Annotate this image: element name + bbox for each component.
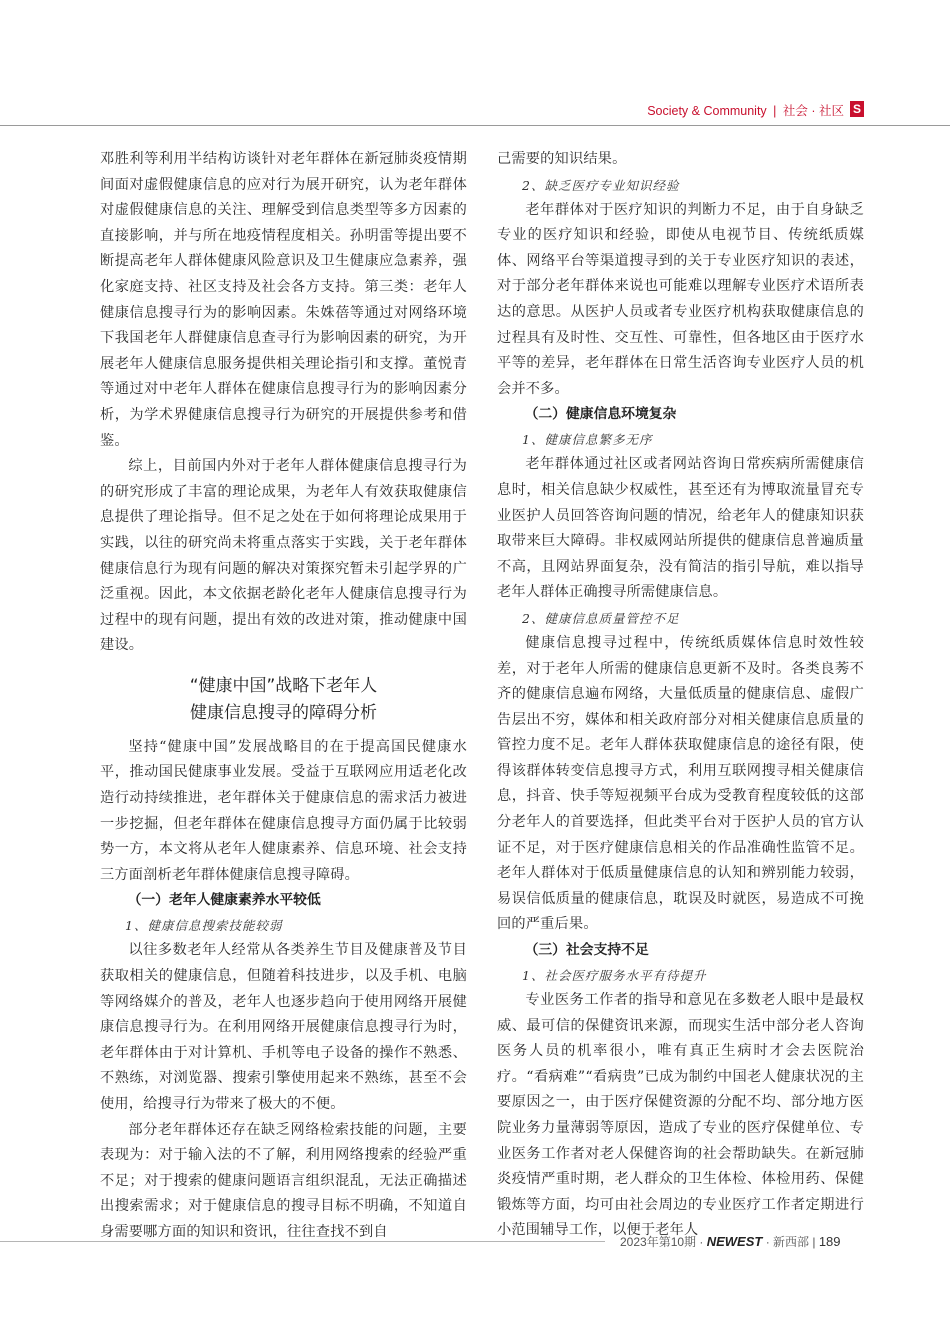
running-head-english: Society & Community	[647, 104, 767, 118]
paragraph: 邓胜利等利用半结构访谈针对老年群体在新冠肺炎疫情期间面对虚假健康信息的应对行为展开研究，认为老年群体对虚假健康信息的关注、理解受到信息类型等多方因素的直接影响，并与所在地疫情程度相关。孙明雷等提出要不断提高老年人群体健康风险意识及卫生健康应急素养，强化家庭支持、社区支持及社会各方支持。第三类：老年人健康信息搜寻行为的影响因素。朱姝蓓等通过对网络环境下我国老年人群健康信息查寻行为影响因素的研究，为开展老年人健康信息服务提供相关理论指引和支撑。董悦青等通过对中老年人群体在健康信息搜寻行为的影响因素分析，为学术界健康信息搜寻行为研究的开展提供参考和借鉴。	[100, 151, 467, 449]
section-badge: S	[850, 101, 864, 117]
section-title-line: 健康信息搜寻的障碍分析	[190, 702, 377, 723]
sub-heading: 1、社会医疗服务水平有待提升	[522, 968, 707, 984]
subsection-heading: （三）社会支持不足	[524, 942, 649, 959]
page-number: 189	[818, 1234, 841, 1249]
paragraph: 老年群体对于医疗知识的判断力不足，由于自身缺乏专业的医疗知识和经验，即使从电视节目、传统纸质媒体、网络平台等渠道搜寻到的关于专业医疗知识的表述，对于部分老年群体来说也可能难以理解专业医疗术语所表达的意思。从医护人员或者专业医疗机构获取健康信息的过程具有及时性、交互性、可靠性，但各地区由于医疗水平等的差异，老年群体在日常生活咨询专业医疗人员的机会并不多。	[497, 201, 864, 397]
sub-heading: 2、缺乏医疗专业知识经验	[522, 177, 680, 193]
subsection-heading: （一）老年人健康素养水平较低	[127, 892, 321, 909]
footer-rule	[0, 1241, 605, 1242]
sub-heading: 2、健康信息质量管控不足	[522, 610, 680, 626]
issue-label: 2023年第10期 ·	[620, 1235, 704, 1249]
magazine-brand: NEWEST	[706, 1234, 763, 1249]
section-title	[100, 673, 467, 727]
running-head	[647, 101, 844, 119]
left-column	[100, 147, 467, 1246]
footer-info	[620, 1233, 841, 1250]
paragraph: 专业医务工作者的指导和意见在多数老人眼中是最权威、最可信的保健资讯来源，而现实生活中部分老人咨询医务人员的机率很小，唯有真正生病时才会去医院治疗。“看病难”“看病贵”已成为制约中国老人健康状况的主要原因之一，由于医疗保健资源的分配不均、部分地方医院业务力量薄弱等原因，造成了专业的医疗保健单位、专业医务工作者对老人保健咨询的社会帮助缺失。在新冠肺炎疫情严重时期，老人群众的卫生体检、体检用药、保健锻炼等方面，均可由社会周边的专业医疗工作者定期进行小范围辅导工作，以便于老年人	[497, 992, 864, 1239]
paragraph: 综上，目前国内外对于老年人群体健康信息搜寻行为的研究形成了丰富的理论成果，为老年人有效获取健康信息提供了理论指导。但不足之处在于如何将理论成果用于实践，以往的研究尚未将重点落实于实践，关于老年群体健康信息行为现有问题的解决对策探究暂未引起学界的广泛重视。因此，本文依据老龄化老年人健康信息搜寻行为过程中的现有问题，提出有效的改进对策，推动健康中国建设。	[100, 458, 467, 654]
header-rule	[0, 125, 950, 126]
right-column	[497, 147, 864, 1244]
page-footer	[0, 1230, 950, 1260]
paragraph: 坚持“健康中国”发展战略目的在于提高国民健康水平，推动国民健康事业发展。受益于互联网应用适老化改造行动持续推进，老年群体关于健康信息的需求活力被进一步挖掘，但老年群体在健康信息搜寻方面仍属于比较弱势一方，本文将从老年人健康素养、信息环境、社会支持三方面剖析老年群体健康信息搜寻障碍。	[100, 738, 467, 883]
paragraph: 以往多数老年人经常从各类养生节目及健康普及节目获取相关的健康信息，但随着科技进步，以及手机、电脑等网络媒介的普及，老年人也逐步趋向于使用网络开展健康信息搜寻行为。在利用网络开展健康信息搜寻行为时，老年群体由于对计算机、手机等电子设备的操作不熟悉、不熟练，对浏览器、搜索引擎使用起来不熟练，甚至不会使用，给搜寻行为带来了极大的不便。	[100, 942, 467, 1112]
section-title-line: “健康中国”战略下老年人	[189, 675, 378, 696]
running-head-chinese: 社会 · 社区	[782, 104, 844, 118]
subsection-heading: （二）健康信息环境复杂	[524, 406, 677, 423]
running-head-separator: |	[773, 104, 777, 118]
sub-heading: 1、健康信息搜索技能较弱	[125, 918, 283, 934]
region-label: · 新西部 |	[765, 1235, 816, 1249]
paragraph: 健康信息搜寻过程中，传统纸质媒体信息时效性较差，对于老年人所需的健康信息更新不及时。各类良莠不齐的健康信息遍布网络，大量低质量的健康信息、虚假广告层出不穷，媒体和相关政府部分对相关健康信息质量的管控力度不足。老年人群体获取健康信息的途径有限，使得该群体转变信息搜寻方式，利用互联网搜寻相关健康信息，抖音、快手等短视频平台成为受教育程度较低的这部分老年人的首要选择，但此类平台对于医护人员的官方认证不足，对于医疗健康信息相关的作品准确性监管不足。老年人群体对于低质量健康信息的认知和辨别能力较弱，易误信低质量的健康信息，耽误及时就医，易造成不可挽回的严重后果。	[497, 634, 864, 933]
paragraph: 老年群体通过社区或者网站咨询日常疾病所需健康信息时，相关信息缺少权威性，甚至还有为博取流量冒充专业医护人员回答咨询问题的情况，给老年人的健康知识获取带来巨大障碍。非权威网站所提供的健康信息普遍质量不高，且网站界面复杂，没有简洁的指引导航，难以指导老年人群体正确搜寻所需健康信息。	[497, 456, 864, 601]
sub-heading: 1、健康信息繁多无序	[522, 432, 653, 448]
paragraph: 己需要的知识结果。	[497, 151, 627, 167]
page-header	[0, 0, 950, 126]
paragraph: 部分老年群体还存在缺乏网络检索技能的问题，主要表现为：对于输入法的不了解，利用网络搜索的经验严重不足；对于搜索的健康问题语言组织混乱，无法正确描述出搜索需求；对于健康信息的搜寻目标不明确，不知道自身需要哪方面的知识和资讯，往往查找不到自	[100, 1121, 467, 1240]
